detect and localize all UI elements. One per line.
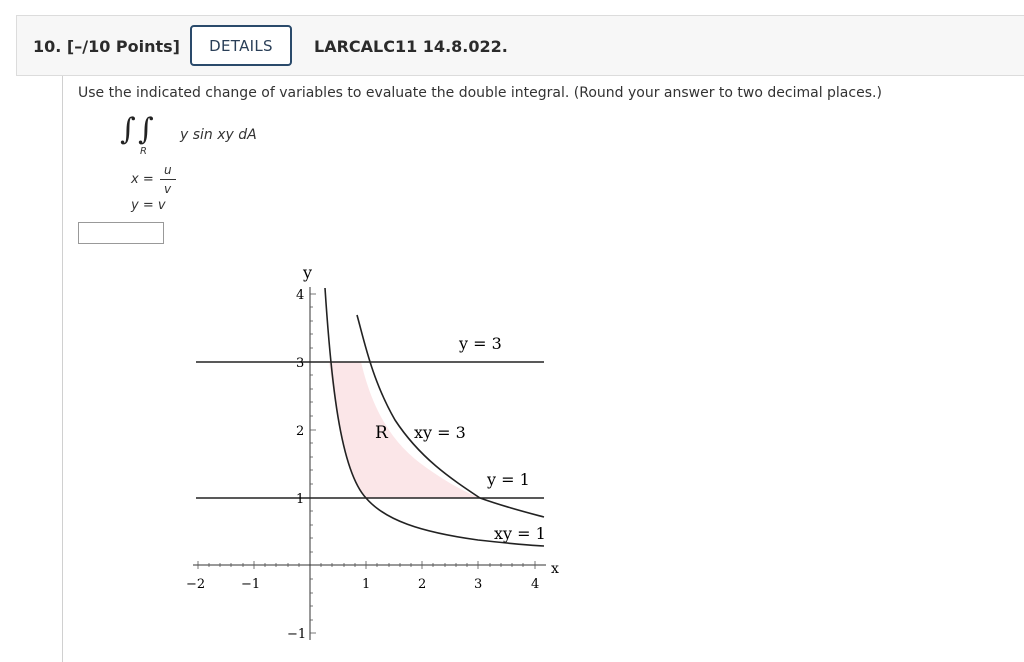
y-axis-label: y: [303, 263, 313, 282]
integral-region: R: [140, 146, 147, 157]
x-tick-label: 3: [474, 577, 483, 592]
integrand: y sin xy dA: [180, 127, 257, 143]
y-tick-label: −1: [287, 627, 307, 642]
y-tick-label: 3: [296, 356, 305, 371]
x-axis-label: x: [551, 561, 559, 577]
x-substitution-lhs: x =: [131, 172, 154, 187]
x-tick-label: 4: [531, 577, 540, 592]
details-button[interactable]: DETAILS: [190, 25, 292, 66]
label-y-equals-1: y = 1: [487, 470, 530, 489]
x-tick-label: 2: [418, 577, 427, 592]
y-tick-label: 1: [296, 492, 305, 507]
label-y-equals-3: y = 3: [459, 334, 502, 353]
question-instructions: Use the indicated change of variables to evaluate the double integral. (Round your answer to two decimal places.): [78, 85, 882, 101]
y-axis-ticks: [306, 294, 316, 633]
question-number: 10. [–/10 Points]: [33, 37, 180, 56]
x-substitution-numerator: u: [164, 163, 172, 177]
x-tick-label: 1: [362, 577, 371, 592]
question-source: LARCALC11 14.8.022.: [314, 37, 508, 56]
y-tick-label: 4: [296, 288, 305, 303]
integral-sign-1: ∫: [120, 112, 136, 147]
x-tick-label: −1: [241, 577, 261, 592]
label-xy-equals-3: xy = 3: [414, 423, 466, 442]
label-region-r: R: [375, 423, 388, 443]
y-tick-label: 2: [296, 424, 305, 439]
x-substitution-denominator: v: [164, 182, 172, 196]
integral-sign-2: ∫: [138, 112, 154, 147]
x-tick-label: −2: [186, 577, 206, 592]
y-substitution: y = v: [131, 198, 166, 213]
label-xy-equals-1: xy = 1: [494, 524, 546, 543]
